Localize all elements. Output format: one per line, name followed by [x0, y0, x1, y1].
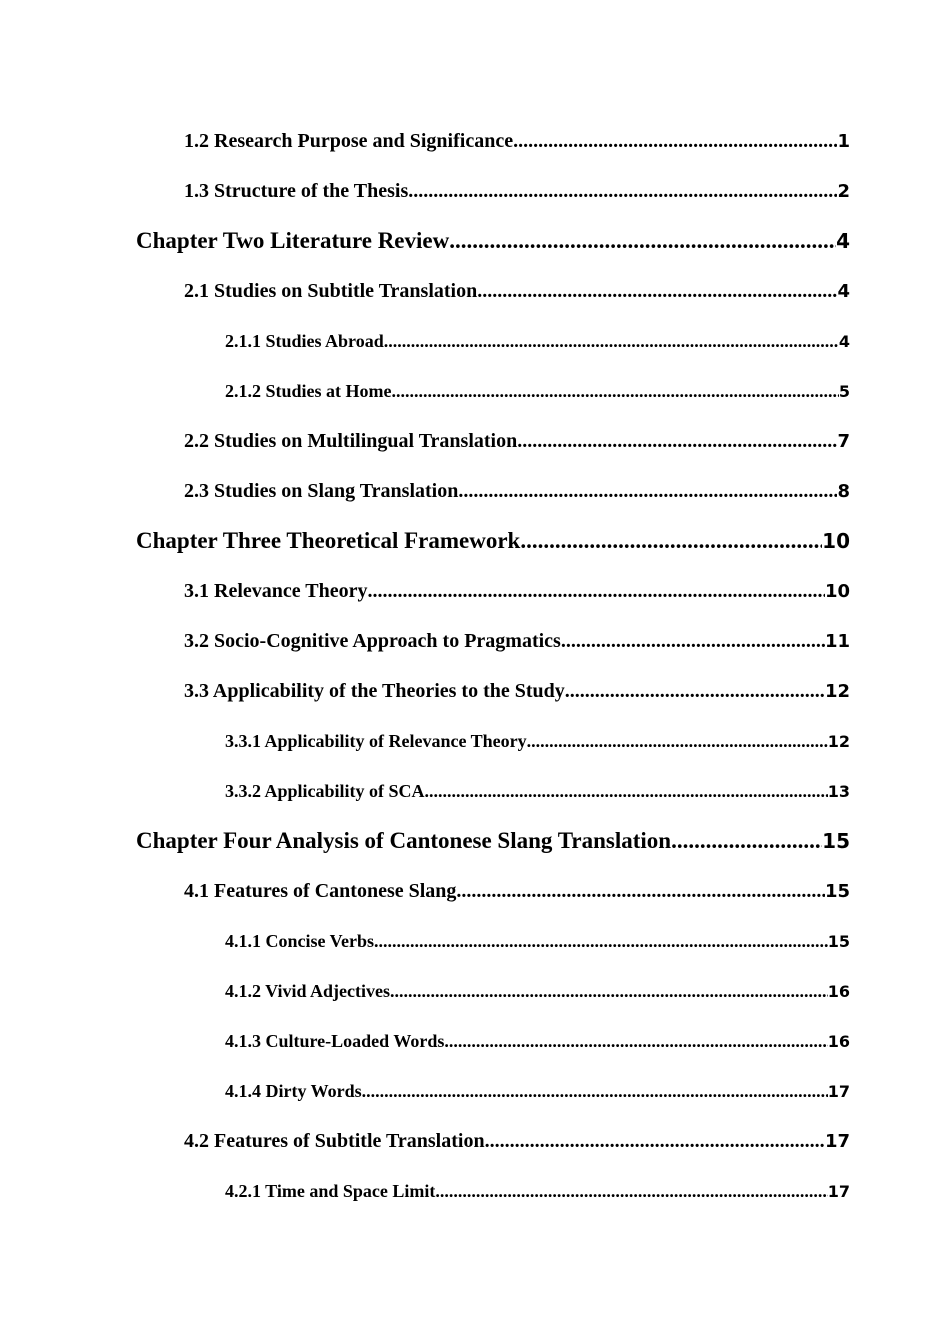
toc-entry-page: 4 — [836, 229, 850, 253]
toc-entry-page: 15 — [822, 829, 850, 853]
toc-entry-page: 4 — [838, 332, 850, 351]
toc-entry-title: 3.3 Applicability of the Theories to the Study — [184, 680, 565, 702]
toc-leader-dots — [362, 1066, 828, 1116]
toc-entry-title: 3.1 Relevance Theory — [184, 580, 368, 602]
toc-entry-page: 17 — [827, 1182, 850, 1201]
toc-leader-dots — [444, 1016, 827, 1066]
toc-leader-dots — [671, 816, 822, 866]
toc-entry-title: 4.1.1 Concise Verbs — [225, 931, 375, 951]
toc-entry-page: 15 — [827, 932, 850, 951]
toc-subentry[interactable] — [0, 716, 950, 766]
toc-chapter-entry[interactable] — [0, 816, 950, 866]
toc-leader-dots — [384, 316, 839, 366]
toc-subentry[interactable] — [0, 1066, 950, 1116]
toc-entry[interactable] — [0, 866, 950, 916]
toc-entry-title: 3.2 Socio-Cognitive Approach to Pragmatics — [184, 630, 561, 652]
toc-entry-page: 11 — [824, 631, 850, 652]
toc-entry-title: 4.1.2 Vivid Adjectives — [225, 981, 390, 1001]
toc-entry[interactable] — [0, 1116, 950, 1166]
toc-entry-title: 4.2.1 Time and Space Limit — [225, 1181, 436, 1201]
toc-subentry[interactable] — [0, 966, 950, 1016]
toc-leader-dots — [527, 716, 828, 766]
toc-leader-dots — [485, 1116, 825, 1166]
toc-entry[interactable] — [0, 166, 950, 216]
toc-subentry[interactable] — [0, 1016, 950, 1066]
toc-entry-page: 12 — [827, 732, 850, 751]
toc-leader-dots — [520, 516, 822, 566]
toc-subentry[interactable] — [0, 916, 950, 966]
toc-entry-title: 2.3 Studies on Slang Translation — [184, 480, 459, 502]
toc-subentry[interactable] — [0, 1166, 950, 1216]
toc-entry-page: 5 — [838, 382, 850, 401]
toc-entry-title: 1.3 Structure of the Thesis — [184, 180, 409, 202]
toc-entry[interactable] — [0, 466, 950, 516]
toc-leader-dots — [425, 766, 828, 816]
toc-entry[interactable] — [0, 266, 950, 316]
toc-entry-title: 4.1 Features of Cantonese Slang — [184, 880, 457, 902]
toc-entry[interactable] — [0, 416, 950, 466]
toc-leader-dots — [561, 616, 825, 666]
toc-entry[interactable] — [0, 666, 950, 716]
toc-entry-page: 12 — [824, 681, 850, 702]
toc-chapter-entry[interactable] — [0, 216, 950, 266]
toc-entry-page: 10 — [822, 529, 850, 553]
toc-entry-title: 3.3.1 Applicability of Relevance Theory — [225, 731, 527, 751]
toc-subentry[interactable] — [0, 316, 950, 366]
toc-leader-dots — [368, 566, 825, 616]
toc-leader-dots — [456, 866, 825, 916]
toc-entry-page: 8 — [837, 481, 850, 502]
toc-leader-dots — [458, 466, 837, 516]
toc-entry-title: 1.2 Research Purpose and Significance — [184, 130, 514, 152]
toc-entry-title: 4.1.3 Culture-Loaded Words — [225, 1031, 445, 1051]
toc-entry-page: 16 — [827, 1032, 850, 1051]
toc-subentry[interactable] — [0, 766, 950, 816]
table-of-contents — [0, 116, 950, 1216]
toc-entry-page: 10 — [824, 581, 850, 602]
toc-chapter-entry[interactable] — [0, 516, 950, 566]
toc-entry[interactable] — [0, 116, 950, 166]
toc-entry[interactable] — [0, 566, 950, 616]
toc-leader-dots — [374, 916, 828, 966]
toc-leader-dots — [435, 1166, 827, 1216]
toc-entry-page: 17 — [827, 1082, 850, 1101]
toc-entry-page: 15 — [824, 881, 850, 902]
toc-entry-title: Chapter Four Analysis of Cantonese Slang Translation — [136, 828, 672, 853]
toc-leader-dots — [449, 216, 836, 266]
toc-entry-page: 7 — [837, 431, 850, 452]
toc-entry-title: Chapter Two Literature Review — [136, 228, 450, 253]
toc-leader-dots — [477, 266, 837, 316]
toc-entry-page: 1 — [837, 131, 850, 152]
toc-entry-page: 2 — [837, 181, 850, 202]
toc-leader-dots — [390, 966, 828, 1016]
toc-leader-dots — [517, 416, 837, 466]
toc-entry-page: 13 — [827, 782, 850, 801]
toc-entry-title: 2.1.1 Studies Abroad — [225, 331, 384, 351]
toc-entry-page: 17 — [824, 1131, 850, 1152]
toc-entry-title: 2.1 Studies on Subtitle Translation — [184, 280, 478, 302]
toc-entry-title: 4.2 Features of Subtitle Translation — [184, 1130, 485, 1152]
toc-entry-title: 2.2 Studies on Multilingual Translation — [184, 430, 518, 452]
toc-leader-dots — [513, 116, 837, 166]
toc-subentry[interactable] — [0, 366, 950, 416]
toc-entry-title: 4.1.4 Dirty Words — [225, 1081, 362, 1101]
toc-leader-dots — [565, 666, 825, 716]
toc-entry-title: Chapter Three Theoretical Framework — [136, 528, 521, 553]
toc-entry-page: 4 — [837, 281, 850, 302]
toc-entry-title: 3.3.2 Applicability of SCA — [225, 781, 425, 801]
toc-entry-title: 2.1.2 Studies at Home — [225, 381, 392, 401]
toc-entry[interactable] — [0, 616, 950, 666]
toc-leader-dots — [408, 166, 837, 216]
toc-leader-dots — [392, 366, 839, 416]
toc-entry-page: 16 — [827, 982, 850, 1001]
